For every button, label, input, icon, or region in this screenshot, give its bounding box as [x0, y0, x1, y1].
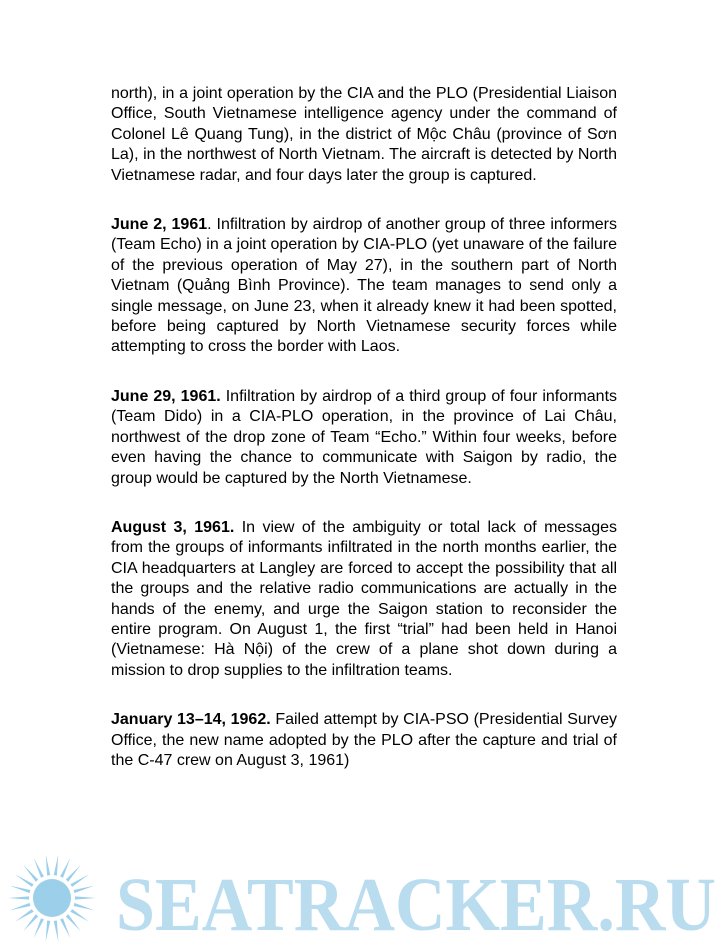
paragraph-june-2-1961 — [111, 215, 617, 358]
sun-ray — [15, 874, 34, 887]
seatracker-watermark — [0, 852, 727, 947]
sun-ray — [46, 921, 51, 942]
sun-ray — [74, 886, 95, 894]
sun-ray — [23, 914, 38, 931]
entry-date: June 29, 1961. — [111, 387, 221, 405]
paragraph-text: In view of the ambiguity or total lack of messages from the groups of informants infiltrated in the north months earlier, the CIA headquarters at Langley are forced to accept the possibility that all the groups and the relative radio communications are actually in the hands of the enemy, and urge the Saigon station to reconsider the entire program. On August 1, the first “trial” had been held in Hanoi (Vietnamese: Hà Nội) of the crew of a plane shot down during a mission to drop supplies to the infiltration teams. — [111, 518, 618, 679]
sun-ray — [54, 921, 59, 942]
sun-ray — [60, 858, 70, 878]
sun-ray — [60, 918, 70, 938]
sun-ray — [70, 874, 89, 887]
sun-logo-icon — [8, 854, 96, 941]
sun-ray — [66, 914, 81, 931]
paragraph-text: Failed attempt by CIA-PSO (Presidential Survey Office, the new name adopted by the PLO after the capture and trial of the C-47 crew on August 3, 1961) — [111, 711, 617, 769]
paragraph-june-29-1961 — [111, 387, 617, 489]
paragraph-continuation — [111, 84, 617, 186]
sun-ray — [66, 865, 81, 882]
entry-date: June 2, 1961 — [111, 216, 208, 234]
sun-ray — [54, 854, 59, 875]
sun-ray — [8, 896, 29, 899]
sun-ray — [23, 865, 38, 882]
sun-ray — [75, 896, 96, 899]
sun-ray — [10, 903, 31, 911]
watermark-text: SEATRACKER.RU — [116, 863, 716, 947]
sun-ray — [70, 909, 89, 922]
entry-date: January 13–14, 1962. — [111, 711, 271, 729]
paragraph-text: Infiltration by airdrop of a third group of four informants (Team Dido) in a CIA-PLO operation, in the province of Lai Châu, northwest of the drop zone of Team “Echo.” Within four weeks, before even having the chance to communicate with Saigon by radio, the group would be captured by the North Vietnamese. — [111, 387, 618, 487]
sun-ray — [10, 886, 31, 894]
paragraph-text: . Infiltration by airdrop of another group of three informers (Team Echo) in a joint operation by CIA-PLO (yet unaware of the failure of the previous operation of May 27), in the southern part of North Vietnam (Quảng Bình Province). The team manages to send only a single message, on June 23, when it already knew it had been spotted, before being captured by North Vietnamese security forces while attempting to cross the border with Laos. — [111, 216, 618, 356]
sun-ray — [34, 918, 44, 938]
sun-ray — [15, 909, 34, 922]
sun-ray — [34, 858, 44, 878]
paragraph-august-3-1961 — [111, 518, 617, 681]
sun-ray — [74, 903, 95, 911]
paragraph-text: north), in a joint operation by the CIA and the PLO (Presidential Liaison Office, South Vietnamese intelligence agency under the command of Colonel Lê Quang Tung), in the district of Mộc Châu (province of Sơn La), in the northwest of North Vietnam. The aircraft is detected by North Vietnamese radar, and four days later the group is captured. — [111, 85, 617, 184]
paragraph-january-13-14-1962 — [111, 710, 617, 771]
entry-date: August 3, 1961. — [111, 518, 235, 536]
document-page — [111, 84, 617, 800]
sun-ray — [46, 854, 51, 875]
